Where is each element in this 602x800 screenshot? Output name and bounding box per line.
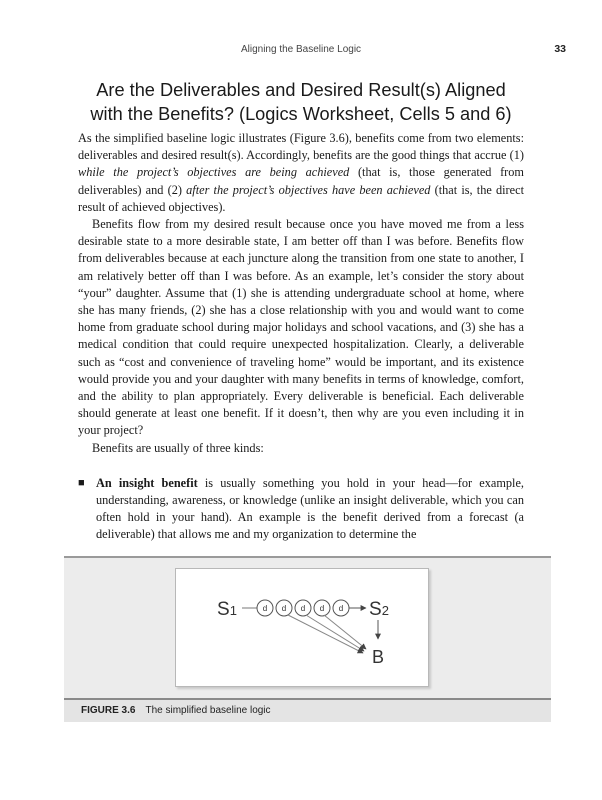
state-end-label: S2: [369, 599, 389, 620]
state-start-label: S1: [217, 599, 237, 620]
body-text: [78, 130, 524, 544]
list-item-term: An insight benefit: [96, 475, 198, 490]
section-heading-line-1: Are the Deliverables and Desired Result(s) Aligned: [96, 80, 506, 100]
figure-caption: [81, 705, 271, 716]
paragraph-2: Benefits flow from my desired result because once you have moved me from a less desirable state to a more desirable state, I am better off than I was before. Benefits flow from deliverables because at each juncture along the transition from one state to another, I am relatively better off than I was before. As an example, let’s consider the story about “your” daughter. Assume that (1) she is attending undergraduate school at home, where she has many friends, (2) she has a close relationship with you and would want to come home from graduate school during major holidays and school vacations, and (3) she has a medical condition that could require unexpected hospitalization. Clearly, a deliverable such as “cost and convenience of traveling home” would be important, and its existence would provide you and your daughter with many benefits in terms of knowledge, comfort, and the ability to plan appropriately. Every deliverable is beneficial. Each deliverable should generate at least one benefit. If it doesn’t, then why are you even including it in your project?: [78, 217, 524, 438]
benefit-label: B: [372, 647, 385, 667]
svg-text:d: d: [319, 604, 325, 613]
svg-text:d: d: [300, 604, 306, 613]
section-heading-line-2: with the Benefits? (Logics Worksheet, Cells 5 and 6): [90, 104, 512, 124]
paragraph-1-text-a: As the simplified baseline logic illustrates (Figure 3.6), benefits come from two elements: deliverables and desired result(s). Accordingly, benefits are the good things that accrue (1): [78, 131, 524, 163]
deliverable-node: [314, 600, 330, 616]
benefit-kinds-list: [78, 475, 524, 544]
svg-text:d: d: [262, 604, 268, 613]
paragraph-3: Benefits are usually of three kinds:: [92, 440, 264, 455]
section-heading: [60, 78, 542, 126]
figure-diagram: [175, 568, 429, 687]
square-bullet-icon: ■: [78, 476, 85, 489]
svg-text:d: d: [281, 604, 287, 613]
deliverable-node: [333, 600, 349, 616]
paragraph-1-emphasis-1: while the project’s objectives are being achieved: [78, 165, 350, 180]
paragraph-1-text-e: (that is, the direct result of achieved objectives).: [78, 182, 524, 214]
deliverable-node: [276, 600, 292, 616]
svg-text:d: d: [338, 604, 344, 613]
paragraph-1-emphasis-2: after the project’s objectives have been achieved: [186, 182, 431, 197]
page-number: 33: [554, 43, 566, 55]
deliverable-node: [257, 600, 273, 616]
baseline-logic-diagram: [176, 569, 428, 686]
list-item-text: is usually something you hold in your head—for example, understanding, awareness, or knowledge (unlike an insight deliverable, which you can often hold in your hand). An example is the benefit derived from a forecast (a deliverable) that allows me and my organization to determine the: [96, 475, 524, 542]
arrow-d3-to-benefit: [306, 615, 364, 651]
arrow-d2-to-benefit: [288, 615, 363, 653]
paragraph-1-text-c: (that is, those generated from deliverables) and (2): [78, 165, 524, 197]
running-head: Aligning the Baseline Logic: [240, 44, 362, 55]
list-item: [78, 475, 524, 544]
figure-caption-label: FIGURE 3.6: [81, 705, 136, 716]
paragraph-1: [78, 130, 524, 216]
deliverable-node: [295, 600, 311, 616]
figure-caption-text: The simplified baseline logic: [145, 705, 271, 716]
